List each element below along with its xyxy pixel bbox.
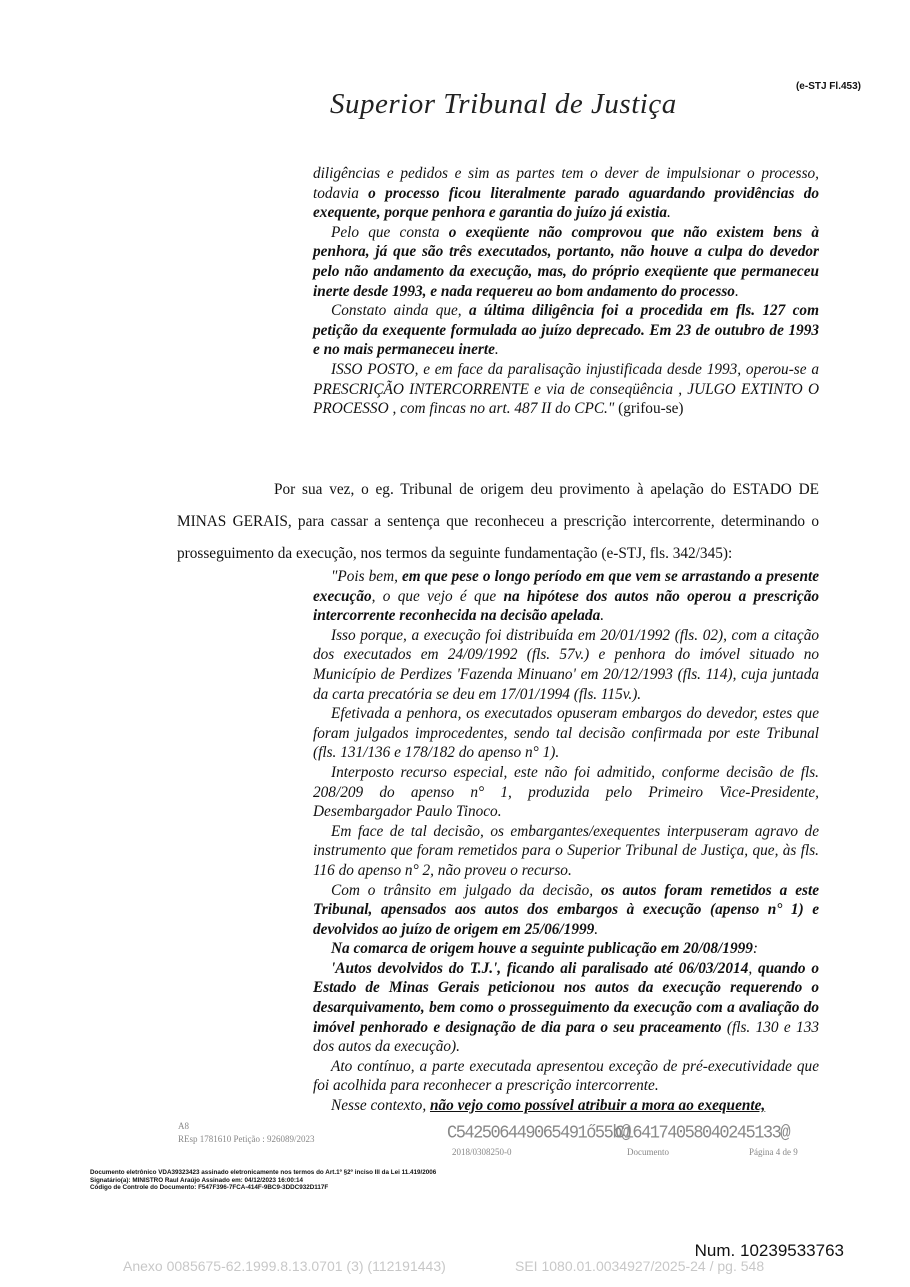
barcode-1-caption: 2018/0308250-0 bbox=[452, 1147, 512, 1157]
body-paragraph-text: Por sua vez, o eg. Tribunal de origem deu provimento à apelação do ESTADO DE MINAS GERAIS, para cassar a sentença que reconheceu a prescrição intercorrente, determinando o prosseguimento da execução, nos termos da seguinte fundamentação (e-STJ, fls. 342/345): bbox=[177, 481, 819, 562]
text-span: . bbox=[594, 920, 599, 938]
quote2-paragraph-1 bbox=[313, 567, 819, 626]
text-span: Nesse contexto, bbox=[331, 1097, 430, 1115]
quote2-paragraph-10 bbox=[313, 1096, 819, 1116]
text-span: ISSO POSTO, e em face da paralisação injustificada desde 1993, operou-se a PRESCRIÇÃO INTERCORRENTE e via de conseqüência , JULGO EXTINTO O PROCESSO , com fincas no art. 487 II do CPC." bbox=[313, 360, 819, 418]
bold-span: quando o Estado de Minas Gerais peticionou nos autos da execução requerendo o desarquivamento, bem como o prosseguimento da execução com a avaliação do imóvel penhorado e designação de dia para o seu praceamento bbox=[313, 959, 819, 1036]
quote-block-2 bbox=[313, 567, 819, 1116]
text-span: , bbox=[748, 959, 758, 977]
body-paragraph bbox=[177, 474, 819, 570]
footer-code: A8 bbox=[178, 1121, 189, 1131]
text-span: diligências e pedidos e sim as partes tem o dever de impulsionar o processo, todavia bbox=[313, 165, 819, 202]
text-span: , o que vejo é que bbox=[371, 587, 504, 605]
barcode-1: C542506449065491ő55b@ bbox=[447, 1123, 630, 1144]
bold-span: os autos foram remetidos a este Tribunal, apensados aos autos dos embargos à execução (apenso n° 1) e devolvidos ao juízo de origem em 25/06/1999 bbox=[313, 881, 819, 938]
court-name-heading: Superior Tribunal de Justiça bbox=[330, 88, 677, 120]
bold-span: o exeqüente não comprovou que não existem bens à penhora, já que são três executados, portanto, não houve a culpa do devedor pelo não andamento da execução, mas, do próprio exeqüente que permaneceu inerte desde 1993, e nada requereu ao bom andamento do processo bbox=[313, 223, 819, 300]
text-span: : bbox=[752, 940, 759, 958]
quote2-paragraph-4: Interposto recurso especial, este não foi admitido, conforme decisão de fls. 208/209 do apenso n° 1, produzida pelo Primeiro Vice-Presidente, Desembargador Paulo Tinoco. bbox=[313, 763, 819, 821]
quote2-paragraph-2: Isso porque, a execução foi distribuída em 20/01/1992 (fls. 02), com a citação dos executados em 24/09/1992 (fls. 57v.) e penhora do imóvel situado no Município de Perdizes 'Fazenda Minuano' em 20/12/1993 (fls. 114), cuja juntada da carta precatória se deu em 17/01/1994 (fls. 115v.). bbox=[313, 626, 819, 703]
signature-block bbox=[90, 1169, 436, 1192]
quote-block-1 bbox=[313, 164, 819, 419]
bold-span: na hipótese dos autos não operou a prescrição intercorrente reconhecida na decisão apelada bbox=[313, 587, 819, 625]
quote2-paragraph-9: Ato contínuo, a parte executada apresentou exceção de pré-executividade que foi acolhida para reconhecer a prescrição intercorrente. bbox=[313, 1057, 819, 1095]
footer-resp: REsp 1781610 Petição : 926089/2023 bbox=[178, 1134, 315, 1144]
quote2-paragraph-8 bbox=[313, 959, 819, 1057]
page-number: Página 4 de 9 bbox=[749, 1147, 798, 1157]
quote1-paragraph-4 bbox=[313, 360, 819, 419]
bold-span: Na comarca de origem houve a seguinte publicação em 20/08/1999 bbox=[331, 940, 753, 958]
quote2-paragraph-3: Efetivada a penhora, os executados opuseram embargos do devedor, estes que foram julgados improcedentes, sendo tal decisão confirmada por este Tribunal (fls. 131/136 e 178/182 do apenso n° 1). bbox=[313, 705, 819, 762]
barcode-2: C164174058040245133@ bbox=[615, 1123, 790, 1144]
document-number: Num. 10239533763 bbox=[694, 1241, 844, 1260]
quote1-paragraph-2 bbox=[313, 223, 819, 301]
quote1-paragraph-3 bbox=[313, 301, 819, 360]
barcode-2-caption: Documento bbox=[627, 1147, 669, 1157]
signature-line: Código de Controle do Documento: F547F396-7FCA-414F-9BC9-3DDC932D117F bbox=[90, 1184, 329, 1192]
quote2-paragraph-7 bbox=[313, 939, 819, 959]
signature-line: Documento eletrônico VDA39323423 assinado eletronicamente nos termos do Art.1º §2º inciso III da Lei 11.419/2006 bbox=[90, 1169, 437, 1176]
bold-span: em que pese o longo período em que vem se arrastando a presente execução bbox=[313, 568, 819, 605]
text-span: Com o trânsito em julgado da decisão, bbox=[331, 881, 601, 899]
text-span: . bbox=[734, 282, 739, 300]
text-span: (fls. 130 e 133 dos autos da execução). bbox=[313, 1018, 819, 1056]
text-span: . bbox=[666, 204, 671, 222]
bold-span: 'Autos devolvidos do T.J.', ficando ali paralisado até 06/03/2014 bbox=[331, 959, 749, 977]
bold-span: o processo ficou literalmente parado aguardando providências do exequente, porque penhora e garantia do juízo já existia bbox=[313, 184, 819, 222]
grifou-note: (grifou-se) bbox=[614, 400, 684, 418]
page-stamp-fl: (e-STJ Fl.453) bbox=[795, 81, 861, 92]
sei-watermark: SEI 1080.01.0034927/2025-24 / pg. 548 bbox=[515, 1258, 765, 1274]
quote2-paragraph-5: Em face de tal decisão, os embargantes/exequentes interpuseram agravo de instrumento que foram remetidos para o Superior Tribunal de Justiça, que, às fls. 116 do apenso n° 2, não proveu o recurso. bbox=[313, 822, 819, 879]
text-span: . bbox=[494, 341, 499, 359]
text-span: . bbox=[600, 607, 605, 625]
text-span: Pelo que consta bbox=[331, 223, 449, 241]
quote1-paragraph-1 bbox=[313, 164, 819, 223]
text-span: "Pois bem, bbox=[331, 568, 402, 585]
signature-line: Signatário(a): MINISTRO Raul Araújo Assinado em: 04/12/2023 16:00:14 bbox=[90, 1176, 303, 1184]
text-span: Constato ainda que, bbox=[331, 302, 469, 320]
bold-span: a última diligência foi a procedida em fls. 127 com petição da exequente formulada ao juízo deprecado. Em 23 de outubro de 1993 e no mais permaneceu inerte bbox=[313, 302, 819, 359]
anexo-watermark: Anexo 0085675-62.1999.8.13.0701 (3) (112191443) bbox=[123, 1258, 446, 1274]
quote2-paragraph-6 bbox=[313, 881, 819, 940]
footer-reference bbox=[178, 1120, 315, 1146]
bold-underlined-span: não vejo como possível atribuir a mora ao exequente, bbox=[429, 1097, 766, 1115]
